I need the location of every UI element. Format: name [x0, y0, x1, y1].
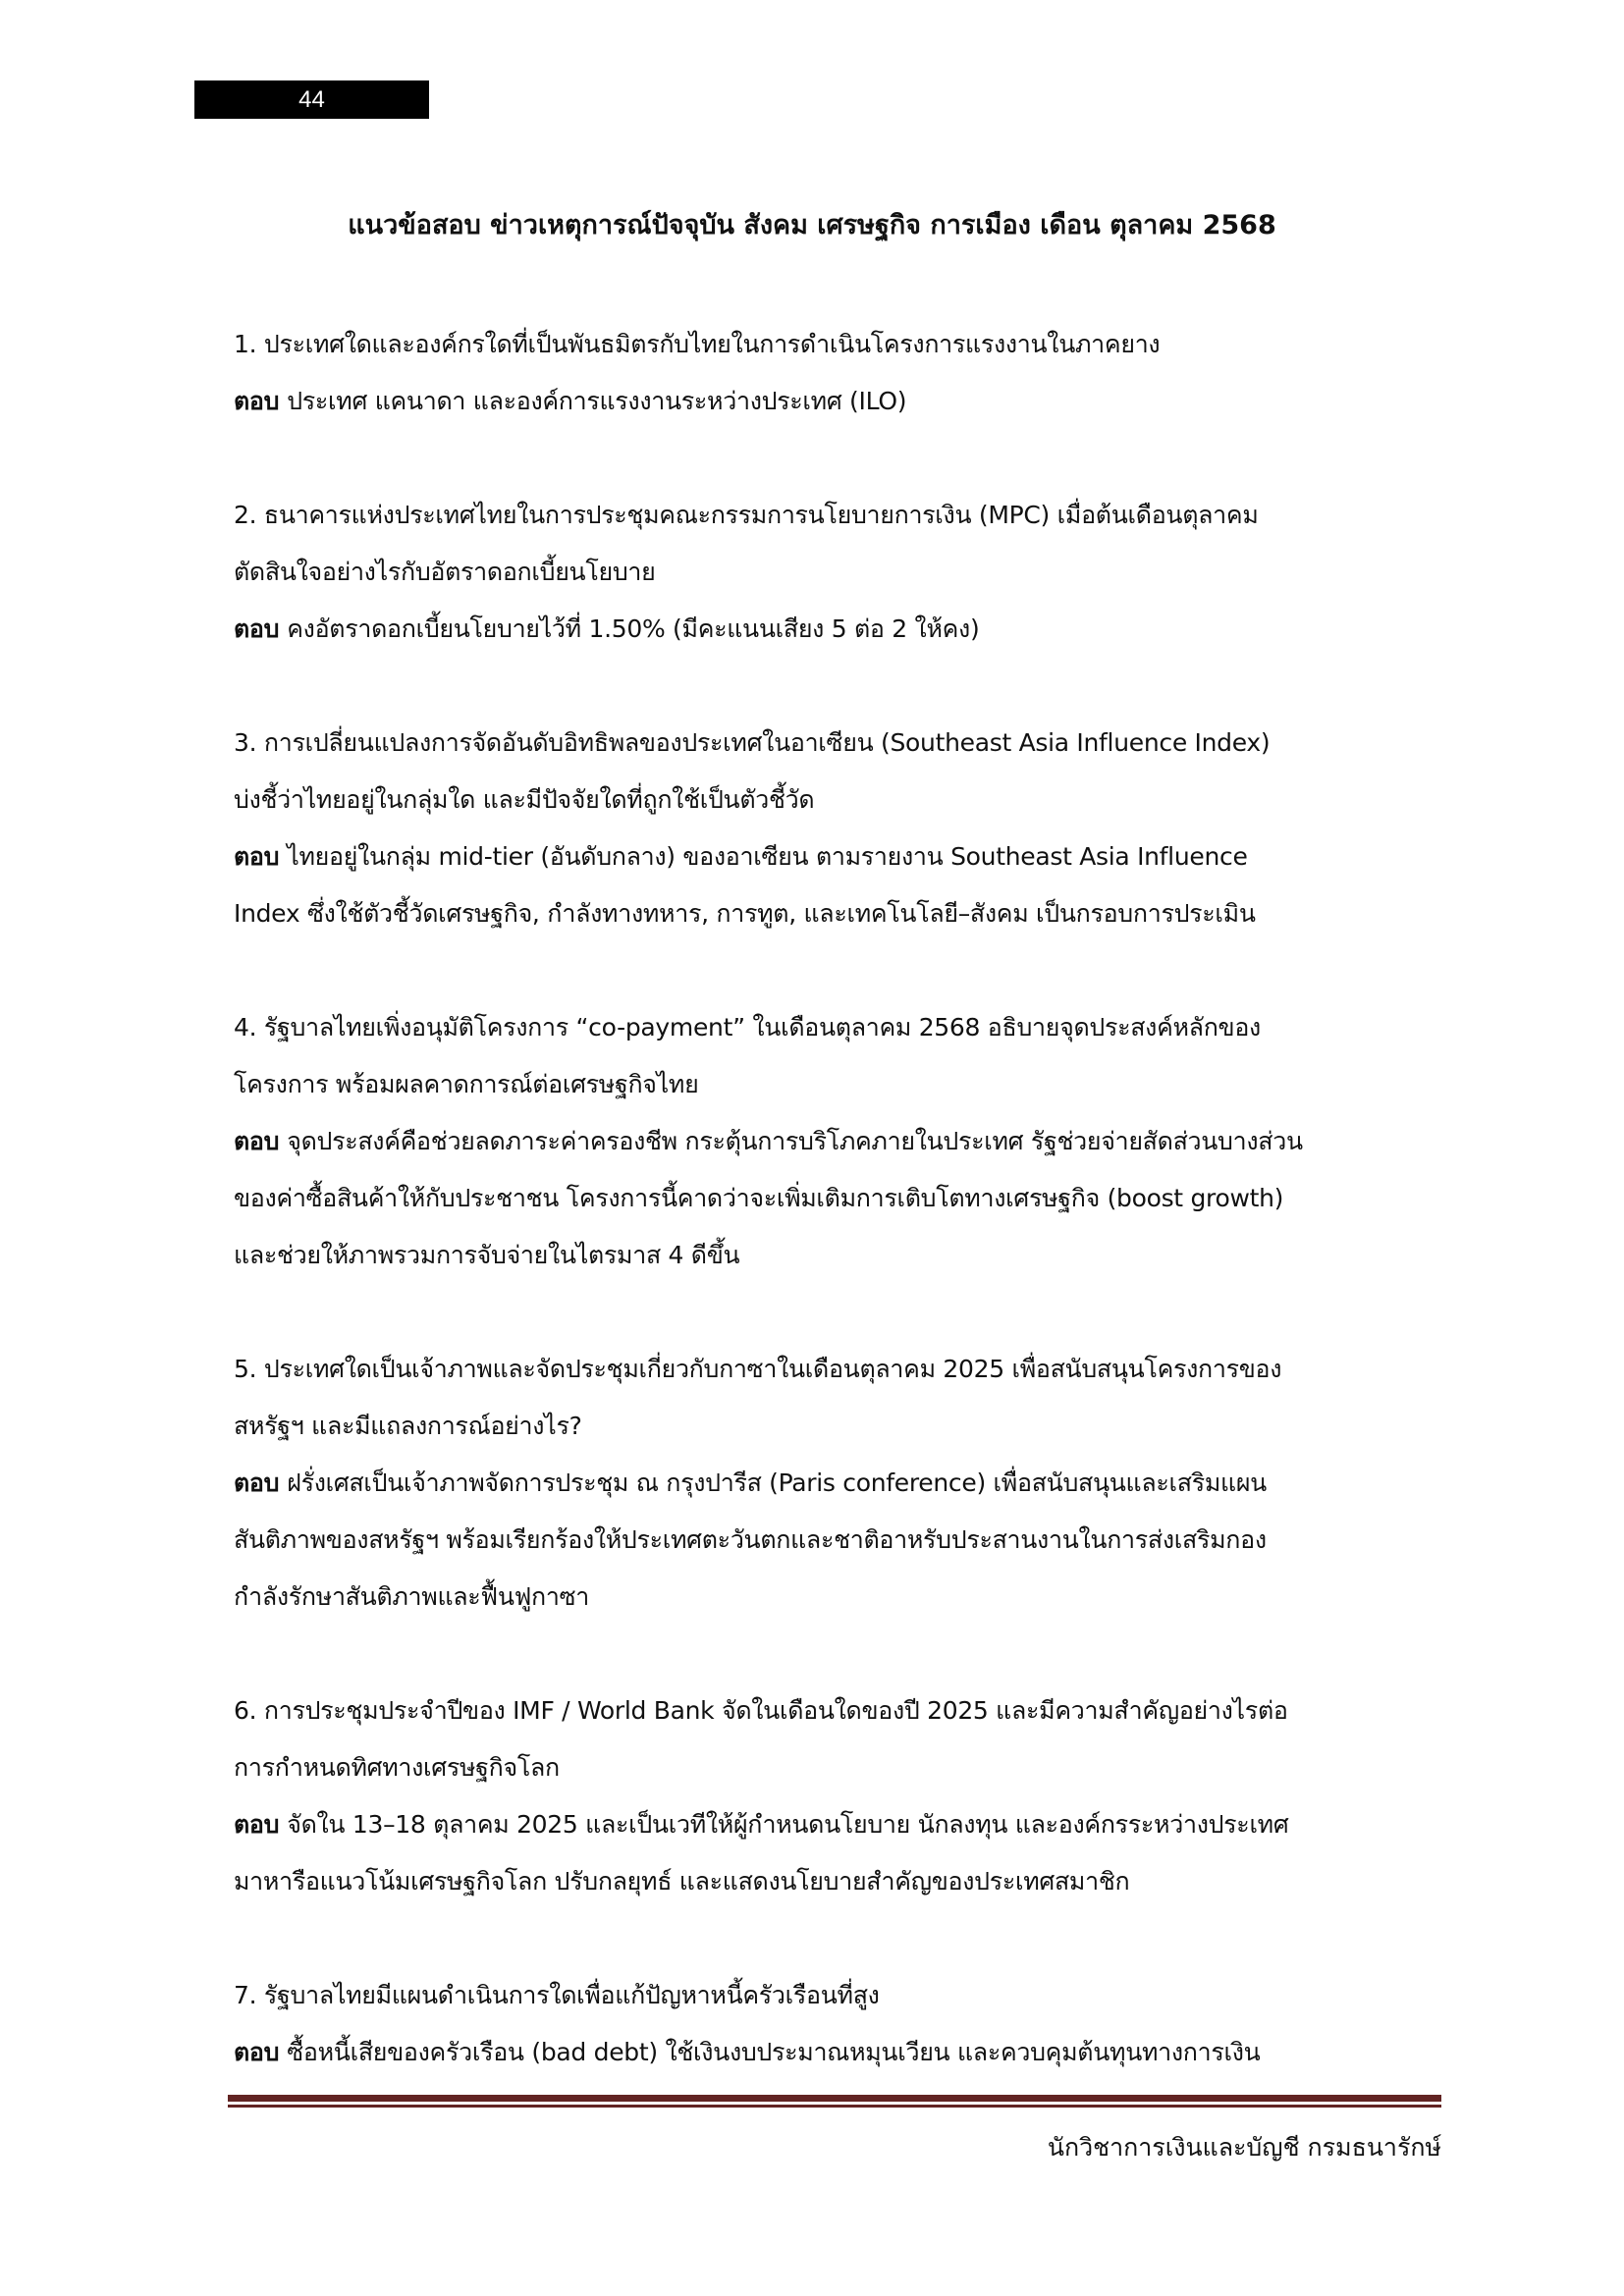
question-line: การกำหนดทิศทางเศรษฐกิจโลก: [234, 1753, 560, 1782]
question-line: 5. ประเทศใดเป็นเจ้าภาพและจัดประชุมเกี่ยวกับกาซาในเดือนตุลาคม 2025 เพื่อสนับสนุนโครงการของ: [234, 1355, 1282, 1383]
qa-item-5: [234, 1341, 1451, 1626]
page-title: แนวข้อสอบ ข่าวเหตุการณ์ปัจจุบัน สังคม เศรษฐกิจ การเมือง เดือน ตุลาคม 2568: [348, 210, 1276, 240]
question-line: บ่งชี้ว่าไทยอยู่ในกลุ่มใด และมีปัจจัยใดที่ถูกใช้เป็นตัวชี้วัด: [234, 785, 815, 814]
answer-line: [234, 1455, 1451, 1512]
answer-label: ตอบ: [234, 1127, 280, 1155]
question-line: 1. ประเทศใดและองค์กรใดที่เป็นพันธมิตรกับไทยในการดำเนินโครงการแรงงานในภาคยาง: [234, 330, 1161, 358]
answer-text: คงอัตราดอกเบี้ยนโยบายไว้ที่ 1.50% (มีคะแนนเสียง 5 ต่อ 2 ให้คง): [287, 614, 980, 643]
question-line: 4. รัฐบาลไทยเพิ่งอนุมัติโครงการ “co-payment” ในเดือนตุลาคม 2568 อธิบายจุดประสงค์หลักของ: [234, 1013, 1261, 1041]
answer-line: [234, 828, 1451, 885]
qa-item-3: [234, 715, 1451, 942]
qa-item-6: [234, 1682, 1451, 1910]
question-line: สหรัฐฯ และมีแถลงการณ์อย่างไร?: [234, 1412, 582, 1440]
answer-line: [234, 373, 1451, 430]
qa-item-2: [234, 487, 1451, 658]
question-line: 7. รัฐบาลไทยมีแผนดำเนินการใดเพื่อแก้ปัญหาหนี้ครัวเรือนที่สูง: [234, 1981, 880, 2009]
question-line: 2. ธนาคารแห่งประเทศไทยในการประชุมคณะกรรมการนโยบายการเงิน (MPC) เมื่อต้นเดือนตุลาคม: [234, 501, 1259, 529]
answer-label: ตอบ: [234, 387, 280, 415]
question-line: 6. การประชุมประจำปีของ IMF / World Bank จัดในเดือนใดของปี 2025 และมีความสำคัญอย่างไรต่อ: [234, 1696, 1288, 1725]
footer-divider-thin: [228, 2105, 1441, 2108]
question-line: 3. การเปลี่ยนแปลงการจัดอันดับอิทธิพลของประเทศในอาเซียน (Southeast Asia Influence Index): [234, 728, 1271, 757]
page-number-box: [194, 80, 429, 119]
answer-line: กำลังรักษาสันติภาพและฟื้นฟูกาซา: [234, 1582, 589, 1611]
qa-item-7: [234, 1967, 1451, 2081]
answer-text: ประเทศ แคนาดา และองค์การแรงงานระหว่างประเทศ (ILO): [287, 387, 907, 415]
page-number: 44: [298, 85, 325, 113]
answer-text: ซื้อหนี้เสียของครัวเรือน (bad debt) ใช้เงินงบประมาณหมุนเวียน และควบคุมต้นทุนทางการเงิน: [287, 2038, 1261, 2066]
answer-line: มาหารือแนวโน้มเศรษฐกิจโลก ปรับกลยุทธ์ และแสดงนโยบายสำคัญของประเทศสมาชิก: [234, 1867, 1130, 1896]
answer-label: ตอบ: [234, 842, 280, 871]
answer-text: ไทยอยู่ในกลุ่ม mid-tier (อันดับกลาง) ของอาเซียน ตามรายงาน Southeast Asia Influence: [287, 842, 1248, 871]
answer-line: ของค่าซื้อสินค้าให้กับประชาชน โครงการนี้คาดว่าจะเพิ่มเติมการเติบโตทางเศรษฐกิจ (boost growth): [234, 1184, 1284, 1212]
answer-label: ตอบ: [234, 1810, 280, 1839]
answer-line: [234, 1113, 1451, 1170]
qa-list: [234, 316, 1451, 2081]
qa-item-4: [234, 999, 1451, 1284]
answer-text: ฝรั่งเศสเป็นเจ้าภาพจัดการประชุม ณ กรุงปารีส (Paris conference) เพื่อสนับสนุนและเสริมแผน: [287, 1468, 1267, 1497]
qa-item-1: [234, 316, 1451, 430]
answer-line: Index ซึ่งใช้ตัวชี้วัดเศรษฐกิจ, กำลังทางทหาร, การทูต, และเทคโนโลยี–สังคม เป็นกรอบการประเมิน: [234, 899, 1256, 928]
answer-line: [234, 1796, 1451, 1853]
answer-text: จัดใน 13–18 ตุลาคม 2025 และเป็นเวทีให้ผู้กำหนดนโยบาย นักลงทุน และองค์กรระหว่างประเทศ: [287, 1810, 1289, 1839]
answer-text: จุดประสงค์คือช่วยลดภาระค่าครองชีพ กระตุ้นการบริโภคภายในประเทศ รัฐช่วยจ่ายสัดส่วนบางส่วน: [287, 1127, 1303, 1155]
answer-line: และช่วยให้ภาพรวมการจับจ่ายในไตรมาส 4 ดีขึ้น: [234, 1241, 740, 1269]
question-line: ตัดสินใจอย่างไรกับอัตราดอกเบี้ยนโยบาย: [234, 558, 656, 586]
footer-divider-thick: [228, 2095, 1441, 2102]
answer-line: สันติภาพของสหรัฐฯ พร้อมเรียกร้องให้ประเทศตะวันตกและชาติอาหรับประสานงานในการส่งเสริมกอง: [234, 1525, 1267, 1554]
question-line: โครงการ พร้อมผลคาดการณ์ต่อเศรษฐกิจไทย: [234, 1070, 699, 1098]
answer-label: ตอบ: [234, 2038, 280, 2066]
answer-line: [234, 2024, 1451, 2081]
answer-label: ตอบ: [234, 614, 280, 643]
answer-label: ตอบ: [234, 1468, 280, 1497]
footer-author: นักวิชาการเงินและบัญชี กรมธนารักษ์: [1047, 2133, 1441, 2162]
answer-line: [234, 601, 1451, 658]
